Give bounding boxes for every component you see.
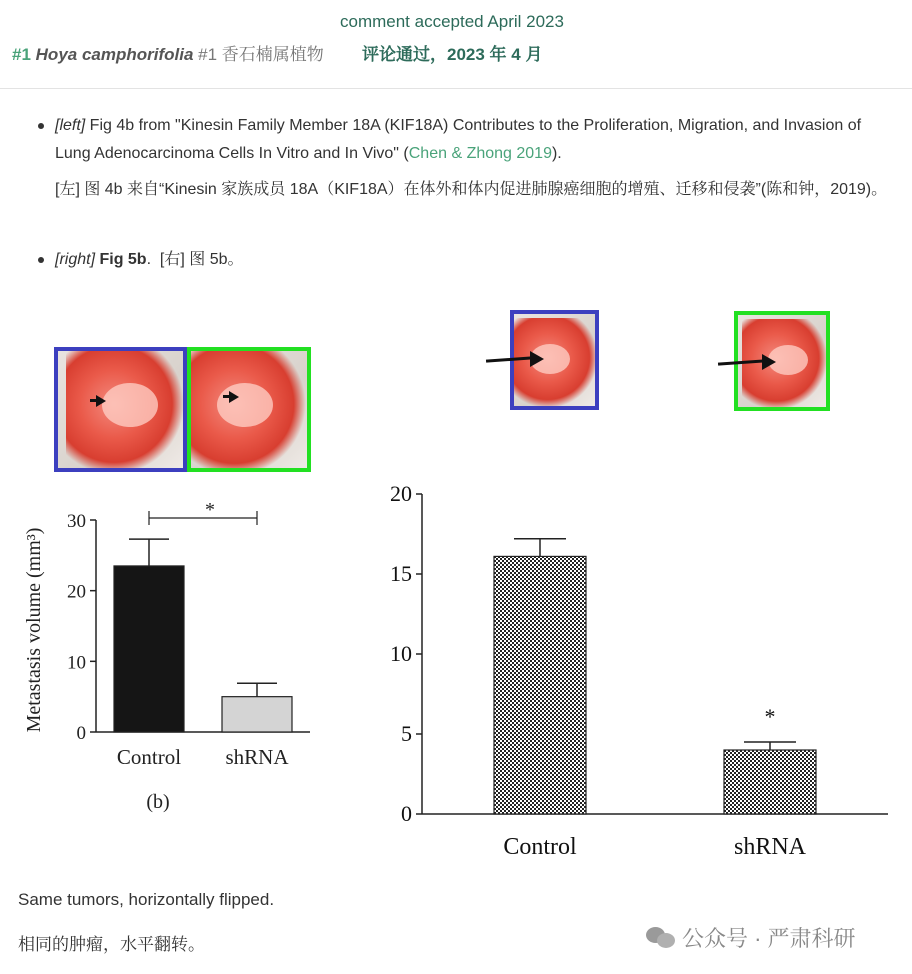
y-tick-label: 30 <box>67 511 86 532</box>
category-label: shRNA <box>733 834 807 860</box>
footer-note: Same tumors, horizontally flipped. <box>18 890 275 909</box>
tag-left: [left] <box>55 117 86 134</box>
source-text: Fig 4b from "Kinesin Family Member 18A (KIF18A) Contributes to the Proliferation, Migration, and Invasion of Lung Adenocarcinoma Cells In Vitro and In Vivo" ( <box>55 117 862 162</box>
fig-label-cn: [右] 图 5b。 <box>159 251 244 268</box>
accepted-date-cn: 评论通过，2023 年 4 月 <box>362 45 543 64</box>
bar-control <box>114 566 184 732</box>
species-heading <box>12 40 324 65</box>
species-name-link[interactable]: Hoya camphorifolia <box>35 45 194 64</box>
tag-right: [right] <box>55 251 96 268</box>
right-bar-chart <box>360 470 900 870</box>
y-tick-label: 0 <box>401 801 412 826</box>
arrow-icon <box>530 351 544 367</box>
footer-note-cn: 相同的肿瘤，水平翻转。 <box>18 935 205 954</box>
y-tick-label: 15 <box>390 561 412 586</box>
y-tick-label: 20 <box>67 581 86 603</box>
fig-label: Fig 5b <box>99 251 147 268</box>
wechat-watermark <box>646 922 856 953</box>
comment-header <box>0 0 912 88</box>
significance-marker: * <box>205 499 215 521</box>
arrow-icon <box>762 354 776 370</box>
category-label: Control <box>503 834 577 860</box>
y-axis-label: Metastasis volume (mm³) <box>23 527 45 733</box>
bar-control <box>494 556 586 814</box>
shrna-tumor-photo-left <box>187 347 311 472</box>
y-tick-label: 0 <box>76 723 86 744</box>
significance-marker: * <box>764 704 776 729</box>
category-label: shRNA <box>225 745 289 769</box>
control-tumor-photo-left <box>54 347 187 472</box>
bullet-dot <box>38 123 44 129</box>
fig-label-end: . <box>146 251 152 268</box>
rank-number: #1 <box>12 45 31 64</box>
panel-label: (b) <box>146 791 170 813</box>
y-tick-label: 5 <box>401 721 412 746</box>
bar-shrna <box>724 750 816 814</box>
watermark-text: 公众号 · 严肃科研 <box>682 926 856 951</box>
citation-link[interactable]: Chen & Zhong 2019 <box>408 145 552 162</box>
bullet-dot <box>38 257 44 263</box>
category-label: Control <box>116 745 182 769</box>
left-bar-chart <box>10 490 340 820</box>
header-divider <box>0 88 912 89</box>
list-item <box>55 112 895 204</box>
list-item <box>55 246 895 274</box>
y-tick-label: 20 <box>390 481 412 506</box>
bar-shrna <box>222 697 292 732</box>
source-text-end: ). <box>551 145 562 162</box>
source-text-cn: [左] 图 4b 来自“Kinesin 家族成员 18A（KIF18A）在体外和体内促进肺腺癌细胞的增殖、迁移和侵袭”(陈和钟，2019)。 <box>55 181 888 198</box>
species-name-cn: #1 香石楠属植物 <box>198 45 324 64</box>
y-tick-label: 10 <box>67 652 86 674</box>
wechat-icon <box>646 925 676 949</box>
accepted-date: comment accepted April 2023 <box>340 12 564 31</box>
y-tick-label: 10 <box>390 641 412 666</box>
